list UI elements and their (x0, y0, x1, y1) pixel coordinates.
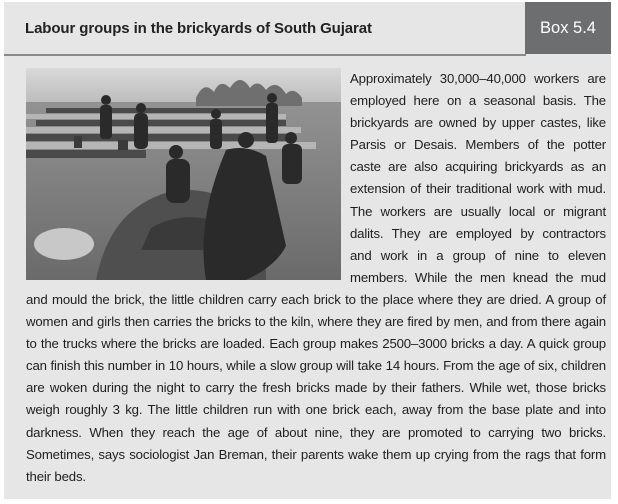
body-paragraph: Approximately 30,000–40,000 workers are employed here on a seasonal basis. The brickyards are owned by upper castes, like Parsis or Desais. Members of the potter caste are also acquiring brickyards as an extension of their traditional work with mud. The workers are usually local or migrant dalits. They are employed by contractors and work in a group of nine to eleven members. While the men knead the mud and mould the brick, the little children carry each brick to the place where they are dried. A group of women and girls then carries the bricks to the kiln, where they are fired by men, and from there again to the trucks where the bricks are loaded. Each group makes 2500–3000 bricks a day. A quick group can finish this number in 10 hours, while a slow group will take 14 hours. From the age of six, children are woken during the night to carry the fresh bricks made by their fathers. While wet, those bricks weigh roughly 3 kg. The little children run with one brick each, away from the base plate and into darkness. When they reach the age of about nine, they are promoted to carrying two bricks. Sometimes, says sociologist Jan Breman, their parents wake them up crying from the rags that form their beds. (26, 71, 606, 484)
content-box (4, 2, 611, 499)
box-number-label: Box 5.4 (525, 2, 611, 54)
photo-wrap-spacer (26, 68, 350, 288)
header-divider (4, 54, 526, 56)
box-body-text (26, 68, 606, 488)
box-title: Labour groups in the brickyards of South Gujarat (25, 20, 372, 37)
